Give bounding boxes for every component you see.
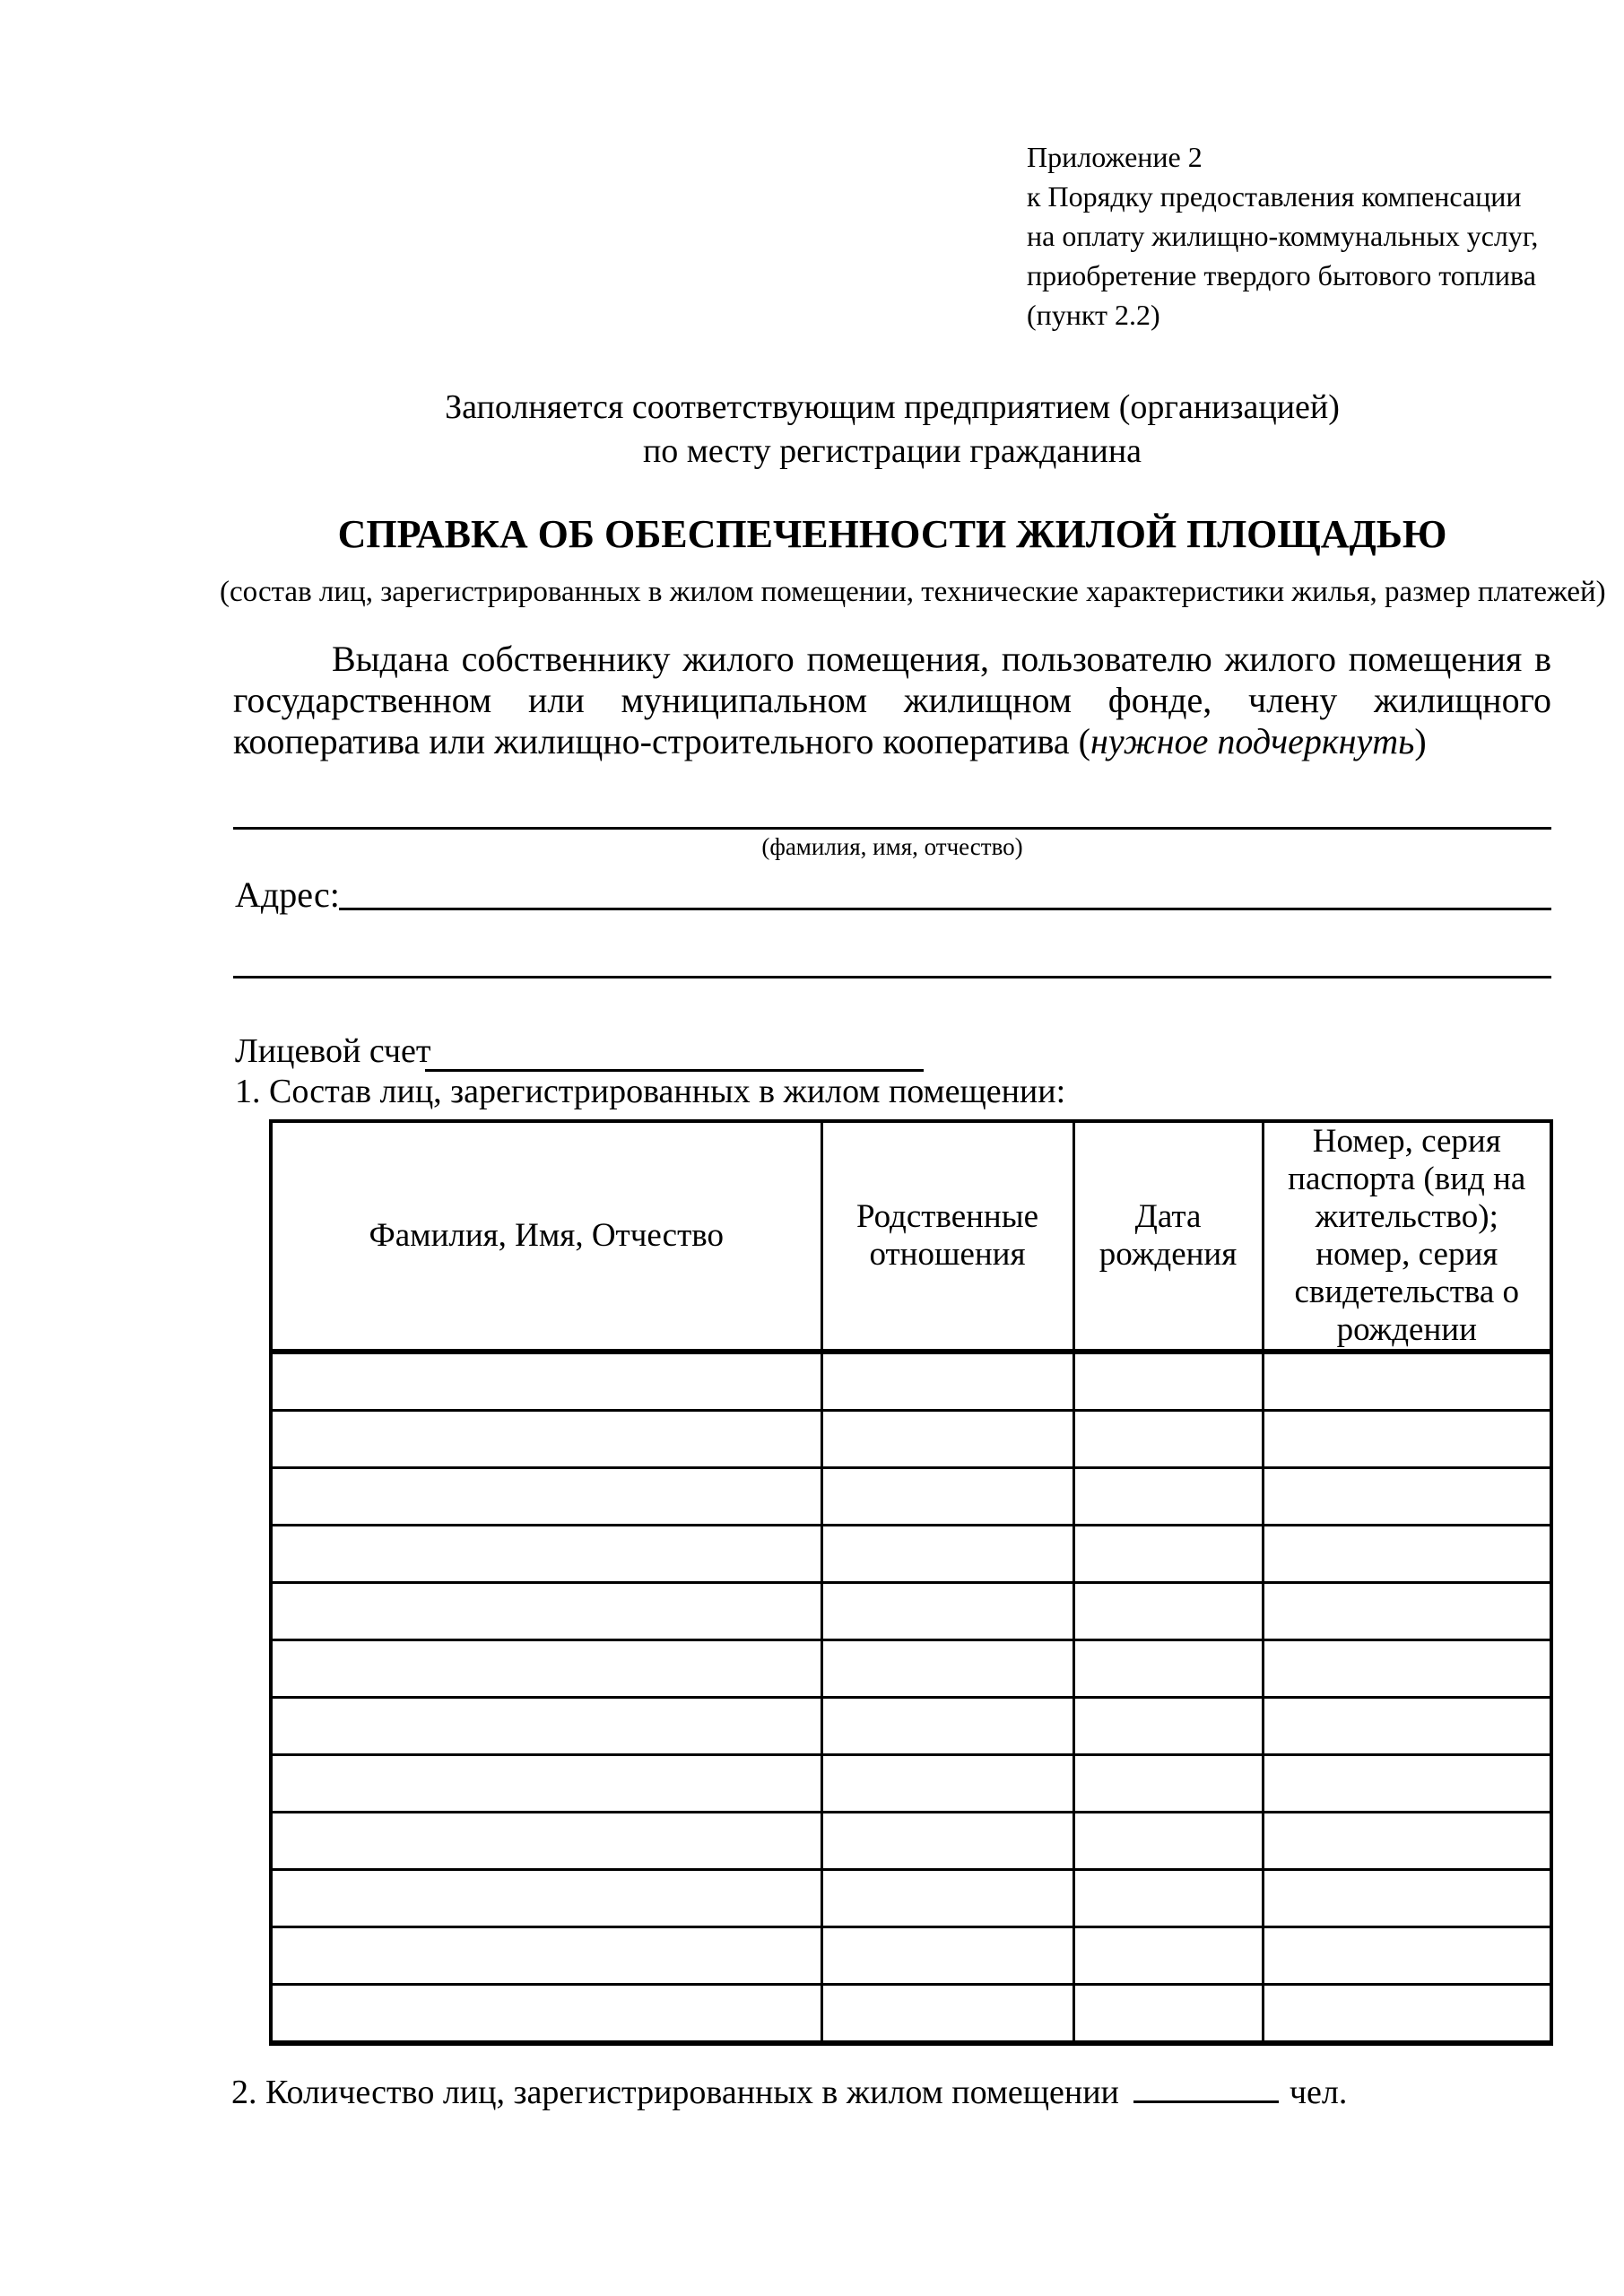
table-cell bbox=[1073, 1640, 1263, 1698]
table-cell bbox=[821, 1698, 1073, 1755]
table-cell bbox=[1263, 1640, 1551, 1698]
header-cell-passport: Номер, серия паспорта (вид на жительство); номер, серия свидетельства о рождении bbox=[1263, 1121, 1551, 1352]
table-row bbox=[271, 1411, 1551, 1468]
table-header-row bbox=[271, 1121, 1551, 1352]
table-cell bbox=[821, 1640, 1073, 1698]
fill-instruction-line: по месту регистрации гражданина bbox=[642, 432, 1142, 470]
table-row bbox=[271, 1927, 1551, 1985]
underline-what-needed-note: нужное подчеркнуть bbox=[1090, 721, 1415, 761]
table-cell bbox=[1263, 1927, 1551, 1985]
personal-account-label: Лицевой счет bbox=[235, 1032, 431, 1070]
table-row bbox=[271, 1640, 1551, 1698]
table-cell bbox=[1263, 1870, 1551, 1927]
unit-label: чел. bbox=[1289, 2074, 1348, 2111]
table-cell bbox=[271, 1985, 821, 2044]
table-cell bbox=[821, 1813, 1073, 1870]
table-cell bbox=[1073, 1870, 1263, 1927]
table-cell bbox=[1073, 1352, 1263, 1411]
table-cell bbox=[821, 1927, 1073, 1985]
table-row bbox=[271, 1755, 1551, 1813]
fill-instruction-line: Заполняется соответствующим предприятием (организацией) bbox=[445, 388, 1340, 426]
table-cell bbox=[1263, 1526, 1551, 1583]
header-cell-birthdate: Дата рождения bbox=[1073, 1121, 1263, 1352]
table-cell bbox=[821, 1411, 1073, 1468]
table-row bbox=[271, 1870, 1551, 1927]
table-cell bbox=[271, 1526, 821, 1583]
table-cell bbox=[1263, 1813, 1551, 1870]
header-cell-fio: Фамилия, Имя, Отчество bbox=[271, 1121, 821, 1352]
table-cell bbox=[821, 1985, 1073, 2044]
table-cell bbox=[271, 1411, 821, 1468]
table-cell bbox=[271, 1468, 821, 1526]
appendix-line: (пункт 2.2) bbox=[1027, 299, 1160, 331]
table-cell bbox=[271, 1640, 821, 1698]
residents-table bbox=[269, 1119, 1553, 2046]
table-cell bbox=[821, 1468, 1073, 1526]
document-title: СПРАВКА ОБ ОБЕСПЕЧЕННОСТИ ЖИЛОЙ ПЛОЩАДЬЮ bbox=[337, 512, 1447, 556]
count-blank-line bbox=[1133, 2066, 1279, 2103]
fill-instruction bbox=[233, 386, 1551, 474]
table-cell bbox=[1073, 1411, 1263, 1468]
appendix-line: к Порядку предоставления компенсации bbox=[1027, 180, 1522, 213]
issued-paragraph-text-end: ) bbox=[1414, 721, 1427, 761]
table-row bbox=[271, 1583, 1551, 1640]
section-2-line bbox=[231, 2066, 1347, 2112]
table-cell bbox=[1073, 1985, 1263, 2044]
table-cell bbox=[271, 1698, 821, 1755]
header-cell-relation: Родственные отношения bbox=[821, 1121, 1073, 1352]
issued-paragraph bbox=[233, 639, 1551, 762]
table-cell bbox=[1263, 1985, 1551, 2044]
table-row bbox=[271, 1468, 1551, 1526]
table-cell bbox=[271, 1813, 821, 1870]
appendix-line: приобретение твердого бытового топлива bbox=[1027, 259, 1536, 291]
table-cell bbox=[271, 1927, 821, 1985]
table-cell bbox=[1073, 1927, 1263, 1985]
table-cell bbox=[821, 1526, 1073, 1583]
table-cell bbox=[1073, 1526, 1263, 1583]
table-row bbox=[271, 1698, 1551, 1755]
address-blank-line-2 bbox=[233, 976, 1551, 978]
table-row bbox=[271, 1813, 1551, 1870]
table-cell bbox=[1073, 1583, 1263, 1640]
table-row bbox=[271, 1352, 1551, 1411]
table-cell bbox=[1263, 1468, 1551, 1526]
address-blank-line bbox=[339, 908, 1551, 910]
table-cell bbox=[821, 1755, 1073, 1813]
appendix-note bbox=[1027, 137, 1538, 335]
address-label: Адрес: bbox=[235, 874, 340, 915]
table-cell bbox=[821, 1870, 1073, 1927]
table-cell bbox=[1073, 1698, 1263, 1755]
table-cell bbox=[271, 1870, 821, 1927]
section-2-text: 2. Количество лиц, зарегистрированных в жилом помещении bbox=[231, 2074, 1119, 2111]
appendix-line: Приложение 2 bbox=[1027, 141, 1203, 173]
appendix-line: на оплату жилищно-коммунальных услуг, bbox=[1027, 220, 1539, 252]
fio-blank-line bbox=[233, 827, 1551, 830]
table-cell bbox=[271, 1352, 821, 1411]
table-row bbox=[271, 1985, 1551, 2044]
table-cell bbox=[1263, 1352, 1551, 1411]
issued-paragraph-text: Выдана собственнику жилого помещения, пользователю жилого помещения в государственном или муниципальном жилищном фонде, члену жилищного кооператива или жилищно-строительного кооператива ( bbox=[233, 639, 1551, 761]
table-cell bbox=[271, 1583, 821, 1640]
table-cell bbox=[821, 1352, 1073, 1411]
table-cell bbox=[821, 1583, 1073, 1640]
table-cell bbox=[1263, 1698, 1551, 1755]
table-cell bbox=[1073, 1468, 1263, 1526]
document-subtitle: (состав лиц, зарегистрированных в жилом помещении, технические характеристики жилья, размер платежей) bbox=[220, 576, 1606, 608]
residents-table-body bbox=[271, 1352, 1551, 2043]
table-cell bbox=[1263, 1583, 1551, 1640]
table-cell bbox=[1263, 1411, 1551, 1468]
table-cell bbox=[1073, 1755, 1263, 1813]
section-1-heading: 1. Состав лиц, зарегистрированных в жилом помещении: bbox=[235, 1073, 1066, 1110]
table-cell bbox=[1073, 1813, 1263, 1870]
fio-caption: (фамилия, имя, отчество) bbox=[761, 833, 1023, 860]
table-row bbox=[271, 1526, 1551, 1583]
table-cell bbox=[271, 1755, 821, 1813]
table-cell bbox=[1263, 1755, 1551, 1813]
